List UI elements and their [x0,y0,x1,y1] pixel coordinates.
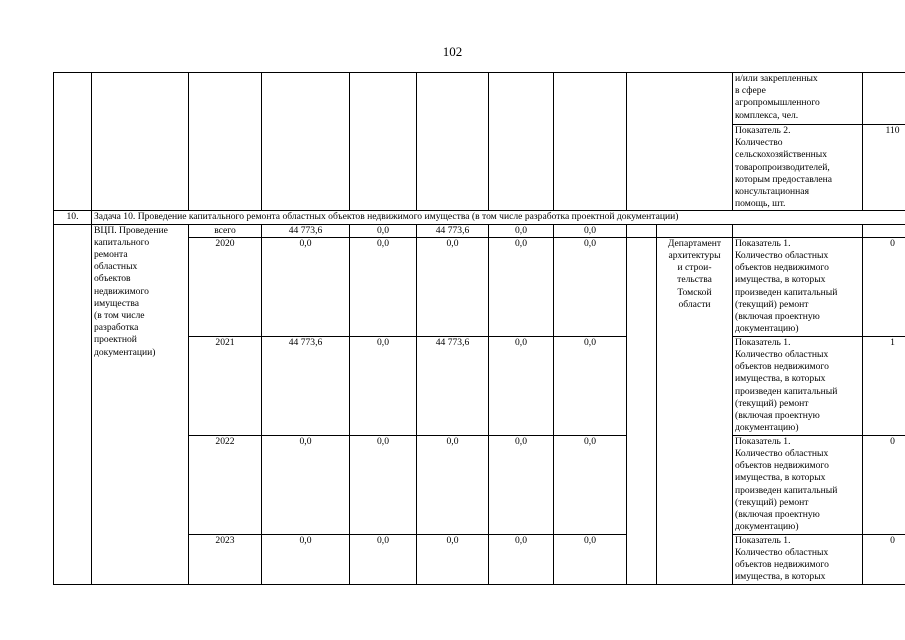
value-cell: 0,0 [262,237,350,336]
value-cell: 0,0 [350,237,417,336]
value-cell: 0,0 [417,534,489,584]
value-cell: 44 773,6 [417,336,489,435]
indicator-cell: Показатель 1. Количество областных объектов недвижимого имущества, в которых произведен капитальный (текущий) ремонт (включая проектную документацию) [733,336,863,435]
indicator-cell: Показатель 2. Количество сельскохозяйственных товаропроизводителей, которым предоставлена консультационная помощь, шт. [733,125,863,211]
indicator-value: 110 [863,125,905,211]
value-cell: 0,0 [417,237,489,336]
period-cell: 2022 [189,435,262,534]
page-number: 102 [442,44,463,59]
value-cell: 0,0 [417,435,489,534]
table-row [54,224,905,237]
value-cell: 44 773,6 [417,224,489,237]
value-cell: 0,0 [489,336,554,435]
value-cell: 0,0 [262,534,350,584]
value-cell: 0,0 [554,237,627,336]
task-number: 10. [54,211,92,224]
period-cell: 2023 [189,534,262,584]
value-cell: 0,0 [489,224,554,237]
value-cell: 0,0 [350,224,417,237]
task-row [54,211,905,224]
period-cell: 2020 [189,237,262,336]
value-cell: 44 773,6 [262,336,350,435]
value-cell: 0,0 [489,534,554,584]
department-cell: Департамент архитектуры и строи- тельства Томской области [657,237,733,584]
value-cell: 0,0 [554,435,627,534]
value-cell: 0,0 [554,224,627,237]
indicator-cell: Показатель 1. Количество областных объектов недвижимого имущества, в которых [733,534,863,584]
indicator-value: 0 [863,435,905,534]
value-cell: 0,0 [262,435,350,534]
value-cell: 0,0 [350,336,417,435]
indicator-value: 1 [863,336,905,435]
program-name: ВЦП. Проведение капитального ремонта областных объектов недвижимого имущества (в том числе разработка проектной документации) [92,224,189,584]
task-title: Задача 10. Проведение капитального ремонта областных объектов недвижимого имущества (в том числе разработка проектной документации) [92,211,905,224]
period-cell: 2021 [189,336,262,435]
value-cell: 0,0 [489,237,554,336]
value-cell: 0,0 [554,534,627,584]
value-cell: 0,0 [350,534,417,584]
indicator-value: 0 [863,237,905,336]
program-table [53,72,905,585]
indicator-value: 0 [863,534,905,584]
value-cell: 44 773,6 [262,224,350,237]
indicator-cell: Показатель 1. Количество областных объектов недвижимого имущества, в которых произведен капитальный (текущий) ремонт (включая проектную документацию) [733,435,863,534]
period-cell: всего [189,224,262,237]
value-cell: 0,0 [489,435,554,534]
value-cell: 0,0 [554,336,627,435]
table-row [54,73,905,125]
indicator-cell: Показатель 1. Количество областных объектов недвижимого имущества, в которых произведен капитальный (текущий) ремонт (включая проектную документацию) [733,237,863,336]
value-cell: 0,0 [350,435,417,534]
indicator-cell: и/или закрепленных в сфере агропромышленного комплекса, чел. [733,73,863,125]
